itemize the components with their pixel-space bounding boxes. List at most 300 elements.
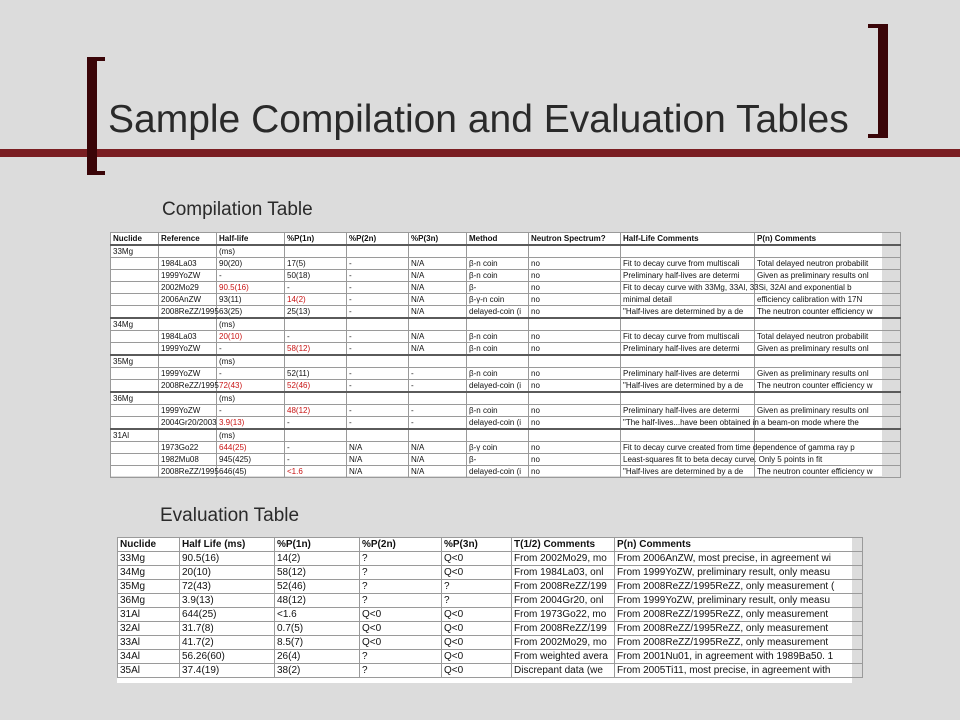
table-cell: no bbox=[529, 270, 621, 282]
table-cell: 72(43) bbox=[217, 380, 285, 393]
table-cell: ? bbox=[360, 552, 442, 566]
table-row bbox=[118, 594, 863, 608]
table-row bbox=[111, 380, 901, 393]
table-cell: N/A bbox=[409, 270, 467, 282]
table-cell: Q<0 bbox=[442, 664, 512, 678]
table-cell bbox=[111, 454, 159, 466]
table-cell bbox=[409, 392, 467, 405]
table-cell: β-n coin bbox=[467, 331, 529, 343]
table-cell: 644(25) bbox=[180, 608, 275, 622]
table-cell bbox=[467, 355, 529, 368]
table-cell: N/A bbox=[347, 454, 409, 466]
table-cell bbox=[111, 270, 159, 282]
table-row bbox=[118, 552, 863, 566]
table-row bbox=[118, 650, 863, 664]
table-cell bbox=[529, 355, 621, 368]
table-cell: ? bbox=[360, 594, 442, 608]
table-cell bbox=[409, 355, 467, 368]
table-cell: 36Mg bbox=[111, 392, 159, 405]
table-cell: no bbox=[529, 417, 621, 430]
table-cell: delayed-coin (i bbox=[467, 417, 529, 430]
table-cell: Given as preliminary results onl bbox=[755, 270, 901, 282]
compilation-grid bbox=[110, 232, 901, 478]
table-cell: 25(13) bbox=[285, 306, 347, 319]
table-cell: (ms) bbox=[217, 318, 285, 331]
table-cell: 26(4) bbox=[275, 650, 360, 664]
left-bracket-bottom bbox=[87, 171, 105, 175]
table-cell: N/A bbox=[409, 306, 467, 319]
table-cell: Q<0 bbox=[442, 650, 512, 664]
table-cell: 1999YoZW bbox=[159, 405, 217, 417]
table-cell: 646(45) bbox=[217, 466, 285, 478]
table-cell: - bbox=[347, 306, 409, 319]
title-underline bbox=[0, 149, 960, 157]
table-row bbox=[111, 258, 901, 270]
table-cell: delayed-coin (i bbox=[467, 466, 529, 478]
table-cell bbox=[159, 429, 217, 442]
table-cell: ? bbox=[360, 566, 442, 580]
table-cell bbox=[159, 245, 217, 258]
evaluation-table bbox=[117, 537, 852, 683]
table-cell: "Half-lives are determined by a de bbox=[621, 306, 755, 319]
table-cell: 2008ReZZ/1995 bbox=[159, 306, 217, 319]
table-cell: - bbox=[347, 294, 409, 306]
table-cell: 37.4(19) bbox=[180, 664, 275, 678]
table-row bbox=[111, 368, 901, 380]
table-cell: no bbox=[529, 258, 621, 270]
table-cell: - bbox=[217, 343, 285, 356]
table-row bbox=[118, 622, 863, 636]
table-cell: Least-squares fit to beta decay curve. Only 5 points in fit bbox=[621, 454, 755, 466]
table-cell: - bbox=[347, 343, 409, 356]
table-row bbox=[111, 331, 901, 343]
table-cell: <1.6 bbox=[285, 466, 347, 478]
compilation-header-cell: %P(2n) bbox=[347, 233, 409, 246]
table-row bbox=[111, 306, 901, 319]
table-cell: N/A bbox=[409, 343, 467, 356]
table-cell: N/A bbox=[409, 466, 467, 478]
compilation-header-row bbox=[111, 233, 901, 246]
table-cell: efficiency calibration with 17N bbox=[755, 294, 901, 306]
table-cell: From 2004Gr20, onl bbox=[512, 594, 615, 608]
table-cell: Q<0 bbox=[442, 608, 512, 622]
table-cell: - bbox=[409, 405, 467, 417]
table-cell: - bbox=[409, 368, 467, 380]
table-cell: (ms) bbox=[217, 429, 285, 442]
table-cell: 58(12) bbox=[275, 566, 360, 580]
table-row bbox=[111, 442, 901, 454]
table-cell: From 2005Ti11, most precise, in agreement with bbox=[615, 664, 863, 678]
table-cell bbox=[755, 392, 901, 405]
table-cell: Preliminary half-lives are determi bbox=[621, 368, 755, 380]
table-cell bbox=[159, 392, 217, 405]
table-cell bbox=[111, 258, 159, 270]
table-cell bbox=[347, 245, 409, 258]
table-cell: Total delayed neutron probabilit bbox=[755, 258, 901, 270]
table-cell: ? bbox=[360, 650, 442, 664]
table-cell: From 1999YoZW, preliminary result, only measu bbox=[615, 594, 863, 608]
compilation-header-cell: %P(1n) bbox=[285, 233, 347, 246]
table-cell bbox=[111, 294, 159, 306]
table-cell: - bbox=[409, 417, 467, 430]
table-cell: β-n coin bbox=[467, 270, 529, 282]
table-cell: 2002Mo29 bbox=[159, 282, 217, 294]
compilation-header-cell: %P(3n) bbox=[409, 233, 467, 246]
table-cell bbox=[285, 429, 347, 442]
table-cell: From 2008ReZZ/1995ReZZ, only measurement ( bbox=[615, 580, 863, 594]
evaluation-grid bbox=[117, 537, 863, 678]
compilation-caption: Compilation Table bbox=[162, 199, 313, 220]
table-cell: delayed-coin (i bbox=[467, 306, 529, 319]
compilation-group-row bbox=[111, 245, 901, 258]
table-row bbox=[111, 405, 901, 417]
table-cell: no bbox=[529, 405, 621, 417]
table-cell: From 2008ReZZ/199 bbox=[512, 622, 615, 636]
table-cell bbox=[467, 392, 529, 405]
table-cell: β- bbox=[467, 454, 529, 466]
table-cell: 90.5(16) bbox=[217, 282, 285, 294]
table-cell: Discrepant data (we bbox=[512, 664, 615, 678]
table-cell: N/A bbox=[409, 442, 467, 454]
table-cell bbox=[111, 331, 159, 343]
table-cell: β-n coin bbox=[467, 258, 529, 270]
table-cell bbox=[159, 355, 217, 368]
table-cell: The neutron counter efficiency w bbox=[755, 466, 901, 478]
table-cell bbox=[159, 318, 217, 331]
table-cell bbox=[111, 466, 159, 478]
table-cell: 48(12) bbox=[285, 405, 347, 417]
table-cell bbox=[111, 306, 159, 319]
table-cell: Preliminary half-lives are determi bbox=[621, 405, 755, 417]
compilation-group-row bbox=[111, 318, 901, 331]
table-cell: From 2002Mo29, mo bbox=[512, 636, 615, 650]
table-cell: Fit to decay curve with 33Mg, 33Al, 33Si, 32Al and exponential b bbox=[621, 282, 755, 294]
table-cell: no bbox=[529, 442, 621, 454]
table-cell: - bbox=[347, 331, 409, 343]
table-cell: - bbox=[347, 270, 409, 282]
table-cell: Q<0 bbox=[360, 608, 442, 622]
table-cell bbox=[111, 282, 159, 294]
table-cell: 32Al bbox=[118, 622, 180, 636]
table-cell: Fit to decay curve from multiscali bbox=[621, 331, 755, 343]
table-cell: - bbox=[409, 380, 467, 393]
table-cell: <1.6 bbox=[275, 608, 360, 622]
table-cell: 14(2) bbox=[275, 552, 360, 566]
table-cell bbox=[111, 380, 159, 393]
table-row bbox=[111, 294, 901, 306]
table-cell: 3.9(13) bbox=[217, 417, 285, 430]
table-cell: From 1984La03, onl bbox=[512, 566, 615, 580]
table-cell: The neutron counter efficiency w bbox=[755, 380, 901, 393]
table-cell: β-γ-n coin bbox=[467, 294, 529, 306]
table-cell: - bbox=[347, 405, 409, 417]
table-cell bbox=[347, 429, 409, 442]
table-cell: N/A bbox=[347, 466, 409, 478]
table-cell bbox=[621, 355, 755, 368]
table-cell: 2006AnZW bbox=[159, 294, 217, 306]
table-cell: Q<0 bbox=[360, 622, 442, 636]
table-cell bbox=[621, 392, 755, 405]
table-cell: N/A bbox=[409, 294, 467, 306]
table-cell: 93(11) bbox=[217, 294, 285, 306]
table-cell: Total delayed neutron probabilit bbox=[755, 331, 901, 343]
table-cell: Preliminary half-lives are determi bbox=[621, 270, 755, 282]
table-cell: no bbox=[529, 454, 621, 466]
table-cell bbox=[285, 392, 347, 405]
table-cell: 31Al bbox=[111, 429, 159, 442]
evaluation-header-cell: Nuclide bbox=[118, 538, 180, 552]
table-cell: 90(20) bbox=[217, 258, 285, 270]
table-cell: - bbox=[285, 417, 347, 430]
table-cell: ? bbox=[442, 594, 512, 608]
table-cell bbox=[467, 429, 529, 442]
table-cell bbox=[111, 417, 159, 430]
table-cell: 31Al bbox=[118, 608, 180, 622]
table-cell: Q<0 bbox=[442, 622, 512, 636]
slide-title: Sample Compilation and Evaluation Tables bbox=[108, 98, 849, 141]
right-bracket-bottom bbox=[868, 134, 888, 138]
table-cell: 644(25) bbox=[217, 442, 285, 454]
table-cell bbox=[347, 355, 409, 368]
table-cell: - bbox=[285, 282, 347, 294]
table-cell: 63(25) bbox=[217, 306, 285, 319]
table-cell: 48(12) bbox=[275, 594, 360, 608]
compilation-header-cell: P(n) Comments bbox=[755, 233, 901, 246]
left-bracket-top bbox=[87, 57, 105, 61]
table-cell bbox=[111, 405, 159, 417]
table-cell: 31.7(8) bbox=[180, 622, 275, 636]
table-cell bbox=[529, 245, 621, 258]
table-cell: "Half-lives are determined by a de bbox=[621, 466, 755, 478]
table-cell: N/A bbox=[409, 258, 467, 270]
table-cell bbox=[347, 318, 409, 331]
table-cell: β-n coin bbox=[467, 405, 529, 417]
table-cell bbox=[467, 318, 529, 331]
evaluation-header-row bbox=[118, 538, 863, 552]
table-cell: 34Mg bbox=[118, 566, 180, 580]
table-row bbox=[111, 282, 901, 294]
table-cell: - bbox=[347, 282, 409, 294]
table-cell: 3.9(13) bbox=[180, 594, 275, 608]
table-cell: - bbox=[347, 368, 409, 380]
table-cell: From 2008ReZZ/199 bbox=[512, 580, 615, 594]
table-cell: N/A bbox=[409, 331, 467, 343]
table-row bbox=[111, 270, 901, 282]
table-row bbox=[118, 636, 863, 650]
table-cell bbox=[111, 368, 159, 380]
table-cell bbox=[111, 343, 159, 356]
table-cell: 56.26(60) bbox=[180, 650, 275, 664]
table-cell bbox=[409, 318, 467, 331]
table-cell: 50(18) bbox=[285, 270, 347, 282]
table-cell: Given as preliminary results onl bbox=[755, 405, 901, 417]
table-cell: - bbox=[217, 270, 285, 282]
evaluation-header-cell: %P(1n) bbox=[275, 538, 360, 552]
table-cell: "The half-lives...have been obtained in a beam-on mode where the bbox=[621, 417, 755, 430]
table-cell bbox=[111, 442, 159, 454]
table-cell: no bbox=[529, 331, 621, 343]
evaluation-header-cell: T(1/2) Comments bbox=[512, 538, 615, 552]
table-cell: no bbox=[529, 306, 621, 319]
table-cell: - bbox=[347, 380, 409, 393]
table-cell: The neutron counter efficiency w bbox=[755, 306, 901, 319]
table-cell: 33Mg bbox=[118, 552, 180, 566]
table-cell: - bbox=[347, 417, 409, 430]
table-cell: 1999YoZW bbox=[159, 368, 217, 380]
table-cell bbox=[529, 318, 621, 331]
table-cell: β-γ coin bbox=[467, 442, 529, 454]
table-cell: β-n coin bbox=[467, 343, 529, 356]
table-cell: Fit to decay curve created from time dependence of gamma ray p bbox=[621, 442, 755, 454]
table-cell: 33Mg bbox=[111, 245, 159, 258]
table-cell: From 2008ReZZ/1995ReZZ, only measurement bbox=[615, 608, 863, 622]
table-cell: 52(46) bbox=[285, 380, 347, 393]
table-cell: 38(2) bbox=[275, 664, 360, 678]
table-cell: 1999YoZW bbox=[159, 270, 217, 282]
table-cell: From 2002Mo29, mo bbox=[512, 552, 615, 566]
table-cell: 58(12) bbox=[285, 343, 347, 356]
table-cell: 35Al bbox=[118, 664, 180, 678]
table-cell: 945(425) bbox=[217, 454, 285, 466]
table-cell: 14(2) bbox=[285, 294, 347, 306]
table-cell: 20(10) bbox=[180, 566, 275, 580]
compilation-group-row bbox=[111, 355, 901, 368]
table-row bbox=[118, 608, 863, 622]
table-cell: - bbox=[347, 258, 409, 270]
table-cell: no bbox=[529, 343, 621, 356]
table-cell: N/A bbox=[409, 282, 467, 294]
compilation-header-cell: Neutron Spectrum? bbox=[529, 233, 621, 246]
table-cell bbox=[755, 429, 901, 442]
table-cell: From 1999YoZW, preliminary result, only measu bbox=[615, 566, 863, 580]
table-cell: 34Mg bbox=[111, 318, 159, 331]
table-cell: 36Mg bbox=[118, 594, 180, 608]
table-cell: - bbox=[285, 331, 347, 343]
table-row bbox=[111, 417, 901, 430]
compilation-group-row bbox=[111, 392, 901, 405]
compilation-header-cell: Nuclide bbox=[111, 233, 159, 246]
evaluation-caption: Evaluation Table bbox=[160, 505, 300, 526]
evaluation-header-cell: Half Life (ms) bbox=[180, 538, 275, 552]
table-cell: no bbox=[529, 282, 621, 294]
compilation-header-cell: Method bbox=[467, 233, 529, 246]
table-cell bbox=[285, 245, 347, 258]
table-cell: Given as preliminary results onl bbox=[755, 343, 901, 356]
table-cell: 2008ReZZ/1995 bbox=[159, 466, 217, 478]
table-cell: 90.5(16) bbox=[180, 552, 275, 566]
compilation-group-row bbox=[111, 429, 901, 442]
table-cell: (ms) bbox=[217, 392, 285, 405]
table-cell bbox=[347, 392, 409, 405]
table-cell bbox=[755, 355, 901, 368]
table-cell: β- bbox=[467, 282, 529, 294]
table-cell: 1999YoZW bbox=[159, 343, 217, 356]
table-cell: - bbox=[285, 442, 347, 454]
table-cell: Q<0 bbox=[442, 566, 512, 580]
table-cell: 20(10) bbox=[217, 331, 285, 343]
table-cell: no bbox=[529, 380, 621, 393]
compilation-table bbox=[110, 232, 882, 476]
table-cell: From 2006AnZW, most precise, in agreement wi bbox=[615, 552, 863, 566]
table-cell bbox=[529, 392, 621, 405]
table-cell bbox=[621, 245, 755, 258]
table-cell: 52(11) bbox=[285, 368, 347, 380]
left-bracket bbox=[87, 57, 97, 175]
table-cell: (ms) bbox=[217, 355, 285, 368]
evaluation-header-cell: P(n) Comments bbox=[615, 538, 863, 552]
right-bracket bbox=[878, 24, 888, 138]
table-cell: From 2008ReZZ/1995ReZZ, only measurement bbox=[615, 622, 863, 636]
table-cell bbox=[529, 429, 621, 442]
table-cell: From 2001Nu01, in agreement with 1989Ba50. 1 bbox=[615, 650, 863, 664]
table-cell: - bbox=[217, 405, 285, 417]
table-cell bbox=[409, 429, 467, 442]
table-cell: 52(46) bbox=[275, 580, 360, 594]
table-cell: 34Al bbox=[118, 650, 180, 664]
table-cell: no bbox=[529, 466, 621, 478]
table-cell: From 1973Go22, mo bbox=[512, 608, 615, 622]
compilation-header-cell: Reference bbox=[159, 233, 217, 246]
evaluation-header-cell: %P(2n) bbox=[360, 538, 442, 552]
table-cell: 1982Mu08 bbox=[159, 454, 217, 466]
compilation-header-cell: Half-life bbox=[217, 233, 285, 246]
table-cell: ? bbox=[360, 664, 442, 678]
table-row bbox=[111, 343, 901, 356]
table-cell: "Half-lives are determined by a de bbox=[621, 380, 755, 393]
table-cell: (ms) bbox=[217, 245, 285, 258]
table-cell bbox=[621, 318, 755, 331]
table-cell: N/A bbox=[347, 442, 409, 454]
table-cell: ? bbox=[360, 580, 442, 594]
table-cell: Preliminary half-lives are determi bbox=[621, 343, 755, 356]
table-cell: 1984La03 bbox=[159, 258, 217, 270]
table-cell: From weighted avera bbox=[512, 650, 615, 664]
table-cell: minimal detail bbox=[621, 294, 755, 306]
table-cell bbox=[409, 245, 467, 258]
table-cell: 33Al bbox=[118, 636, 180, 650]
evaluation-header-cell: %P(3n) bbox=[442, 538, 512, 552]
table-row bbox=[111, 454, 901, 466]
table-cell bbox=[285, 318, 347, 331]
table-cell: - bbox=[217, 368, 285, 380]
table-cell: - bbox=[285, 454, 347, 466]
table-row bbox=[111, 466, 901, 478]
table-cell: 17(5) bbox=[285, 258, 347, 270]
table-row bbox=[118, 580, 863, 594]
table-cell: ? bbox=[442, 580, 512, 594]
table-cell: 2004Gr20/2003 bbox=[159, 417, 217, 430]
table-cell: Fit to decay curve from multiscali bbox=[621, 258, 755, 270]
table-cell: Q<0 bbox=[360, 636, 442, 650]
table-cell bbox=[755, 318, 901, 331]
table-cell: Given as preliminary results onl bbox=[755, 368, 901, 380]
table-cell: β-n coin bbox=[467, 368, 529, 380]
table-cell bbox=[621, 429, 755, 442]
table-cell: 41.7(2) bbox=[180, 636, 275, 650]
table-cell bbox=[467, 245, 529, 258]
table-cell bbox=[755, 245, 901, 258]
table-cell: From 2008ReZZ/1995ReZZ, only measurement bbox=[615, 636, 863, 650]
table-cell: Q<0 bbox=[442, 636, 512, 650]
table-cell: 35Mg bbox=[111, 355, 159, 368]
table-cell: Q<0 bbox=[442, 552, 512, 566]
table-cell: N/A bbox=[409, 454, 467, 466]
table-cell: 1984La03 bbox=[159, 331, 217, 343]
table-cell: delayed-coin (i bbox=[467, 380, 529, 393]
table-row bbox=[118, 566, 863, 580]
table-cell: no bbox=[529, 294, 621, 306]
table-row bbox=[118, 664, 863, 678]
